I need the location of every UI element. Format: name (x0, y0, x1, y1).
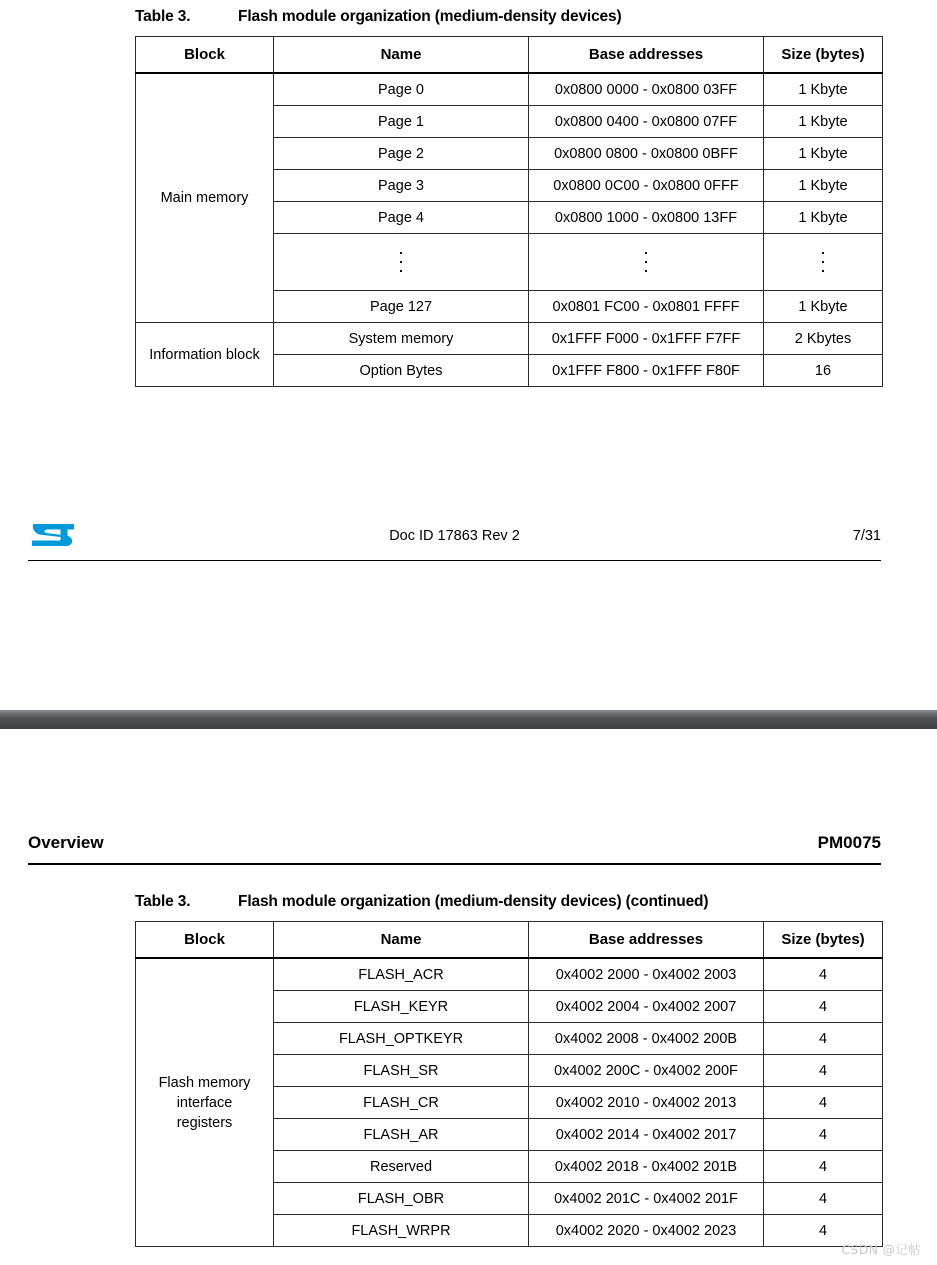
cell-address: 0x0800 0C00 - 0x0800 0FFF (529, 170, 764, 202)
cell-address: 0x0800 0800 - 0x0800 0BFF (529, 138, 764, 170)
block-label-information-block: Information block (136, 323, 274, 387)
cell-size: 4 (764, 1087, 883, 1119)
cell-name: FLASH_KEYR (274, 991, 529, 1023)
cell-size: 1 Kbyte (764, 170, 883, 202)
column-header-name: Name (274, 922, 529, 959)
cell-name: Page 3 (274, 170, 529, 202)
flash-module-organization-continued-table (135, 921, 883, 1247)
cell-name: FLASH_WRPR (274, 1215, 529, 1247)
cell-address: 0x0800 0400 - 0x0800 07FF (529, 106, 764, 138)
cell-size: 1 Kbyte (764, 73, 883, 106)
page-separator-band (0, 710, 937, 729)
block-label-flash-memory-interface-registers (136, 958, 274, 1247)
cell-address: 0x4002 2018 - 0x4002 201B (529, 1151, 764, 1183)
block-label-main-memory: Main memory (136, 73, 274, 323)
cell-size: 1 Kbyte (764, 106, 883, 138)
cell-size: 1 Kbyte (764, 202, 883, 234)
cell-name: Page 2 (274, 138, 529, 170)
cell-name: FLASH_OBR (274, 1183, 529, 1215)
page-header-document: PM0075 (817, 833, 881, 852)
vertical-ellipsis-icon (529, 234, 763, 290)
column-header-base-addresses: Base addresses (529, 37, 764, 74)
cell-name: Page 4 (274, 202, 529, 234)
cell-size: 4 (764, 1119, 883, 1151)
cell-size: 4 (764, 1215, 883, 1247)
cell-name: Option Bytes (274, 355, 529, 387)
table-header-row (136, 37, 883, 74)
cell-address: 0x4002 2014 - 0x4002 2017 (529, 1119, 764, 1151)
footer-doc-id: Doc ID 17863 Rev 2 (389, 528, 520, 544)
table-row (136, 73, 883, 106)
table-caption-2-label: Table 3. (135, 893, 191, 910)
column-header-block: Block (136, 922, 274, 959)
cell-name: Page 0 (274, 73, 529, 106)
cell-size: 4 (764, 991, 883, 1023)
cell-name: FLASH_AR (274, 1119, 529, 1151)
cell-name: FLASH_ACR (274, 958, 529, 991)
cell-address-ellipsis (529, 234, 764, 291)
cell-address: 0x4002 2000 - 0x4002 2003 (529, 958, 764, 991)
footer-page-number: 7/31 (852, 528, 881, 544)
cell-name-ellipsis (274, 234, 529, 291)
block-label-line-1: Flash memory (158, 1074, 251, 1091)
cell-address: 0x1FFF F800 - 0x1FFF F80F (529, 355, 764, 387)
cell-size: 4 (764, 1183, 883, 1215)
column-header-size: Size (bytes) (764, 37, 883, 74)
cell-address: 0x4002 201C - 0x4002 201F (529, 1183, 764, 1215)
table-caption-2-text: Flash module organization (medium-density devices) (continued) (238, 893, 709, 910)
page-header-section: Overview (28, 833, 104, 852)
cell-size: 16 (764, 355, 883, 387)
cell-size: 4 (764, 1151, 883, 1183)
table-row (136, 323, 883, 355)
cell-address: 0x4002 2020 - 0x4002 2023 (529, 1215, 764, 1247)
column-header-name: Name (274, 37, 529, 74)
table-caption-2 (135, 893, 708, 911)
cell-address: 0x4002 2004 - 0x4002 2007 (529, 991, 764, 1023)
block-label-line-3: registers (176, 1114, 233, 1131)
page-footer (28, 518, 881, 561)
cell-address: 0x4002 200C - 0x4002 200F (529, 1055, 764, 1087)
vertical-ellipsis-icon (274, 234, 528, 290)
cell-address: 0x4002 2010 - 0x4002 2013 (529, 1087, 764, 1119)
cell-name: Page 1 (274, 106, 529, 138)
cell-address: 0x4002 2008 - 0x4002 200B (529, 1023, 764, 1055)
cell-size: 4 (764, 1055, 883, 1087)
csdn-watermark: CSDN @记帖 (841, 1242, 921, 1257)
cell-size: 4 (764, 1023, 883, 1055)
page-header (28, 833, 881, 865)
cell-name: System memory (274, 323, 529, 355)
table-caption-1-text: Flash module organization (medium-density devices) (238, 8, 622, 25)
cell-size: 1 Kbyte (764, 138, 883, 170)
cell-name: FLASH_CR (274, 1087, 529, 1119)
cell-size: 4 (764, 958, 883, 991)
cell-address: 0x0800 1000 - 0x0800 13FF (529, 202, 764, 234)
cell-name: FLASH_OPTKEYR (274, 1023, 529, 1055)
cell-address: 0x0800 0000 - 0x0800 03FF (529, 73, 764, 106)
column-header-size: Size (bytes) (764, 922, 883, 959)
vertical-ellipsis-icon (764, 234, 882, 290)
column-header-base-addresses: Base addresses (529, 922, 764, 959)
table-header-row (136, 922, 883, 959)
column-header-block: Block (136, 37, 274, 74)
table-caption-1 (135, 8, 622, 26)
cell-address: 0x1FFF F000 - 0x1FFF F7FF (529, 323, 764, 355)
cell-size: 2 Kbytes (764, 323, 883, 355)
cell-address: 0x0801 FC00 - 0x0801 FFFF (529, 291, 764, 323)
cell-size: 1 Kbyte (764, 291, 883, 323)
table-caption-1-label: Table 3. (135, 8, 191, 25)
document-page-two (0, 728, 937, 1265)
block-label-line-2: interface (176, 1094, 233, 1111)
cell-name: Reserved (274, 1151, 529, 1183)
table-row (136, 958, 883, 991)
cell-name: Page 127 (274, 291, 529, 323)
cell-name: FLASH_SR (274, 1055, 529, 1087)
cell-size-ellipsis (764, 234, 883, 291)
flash-module-organization-table (135, 36, 883, 387)
